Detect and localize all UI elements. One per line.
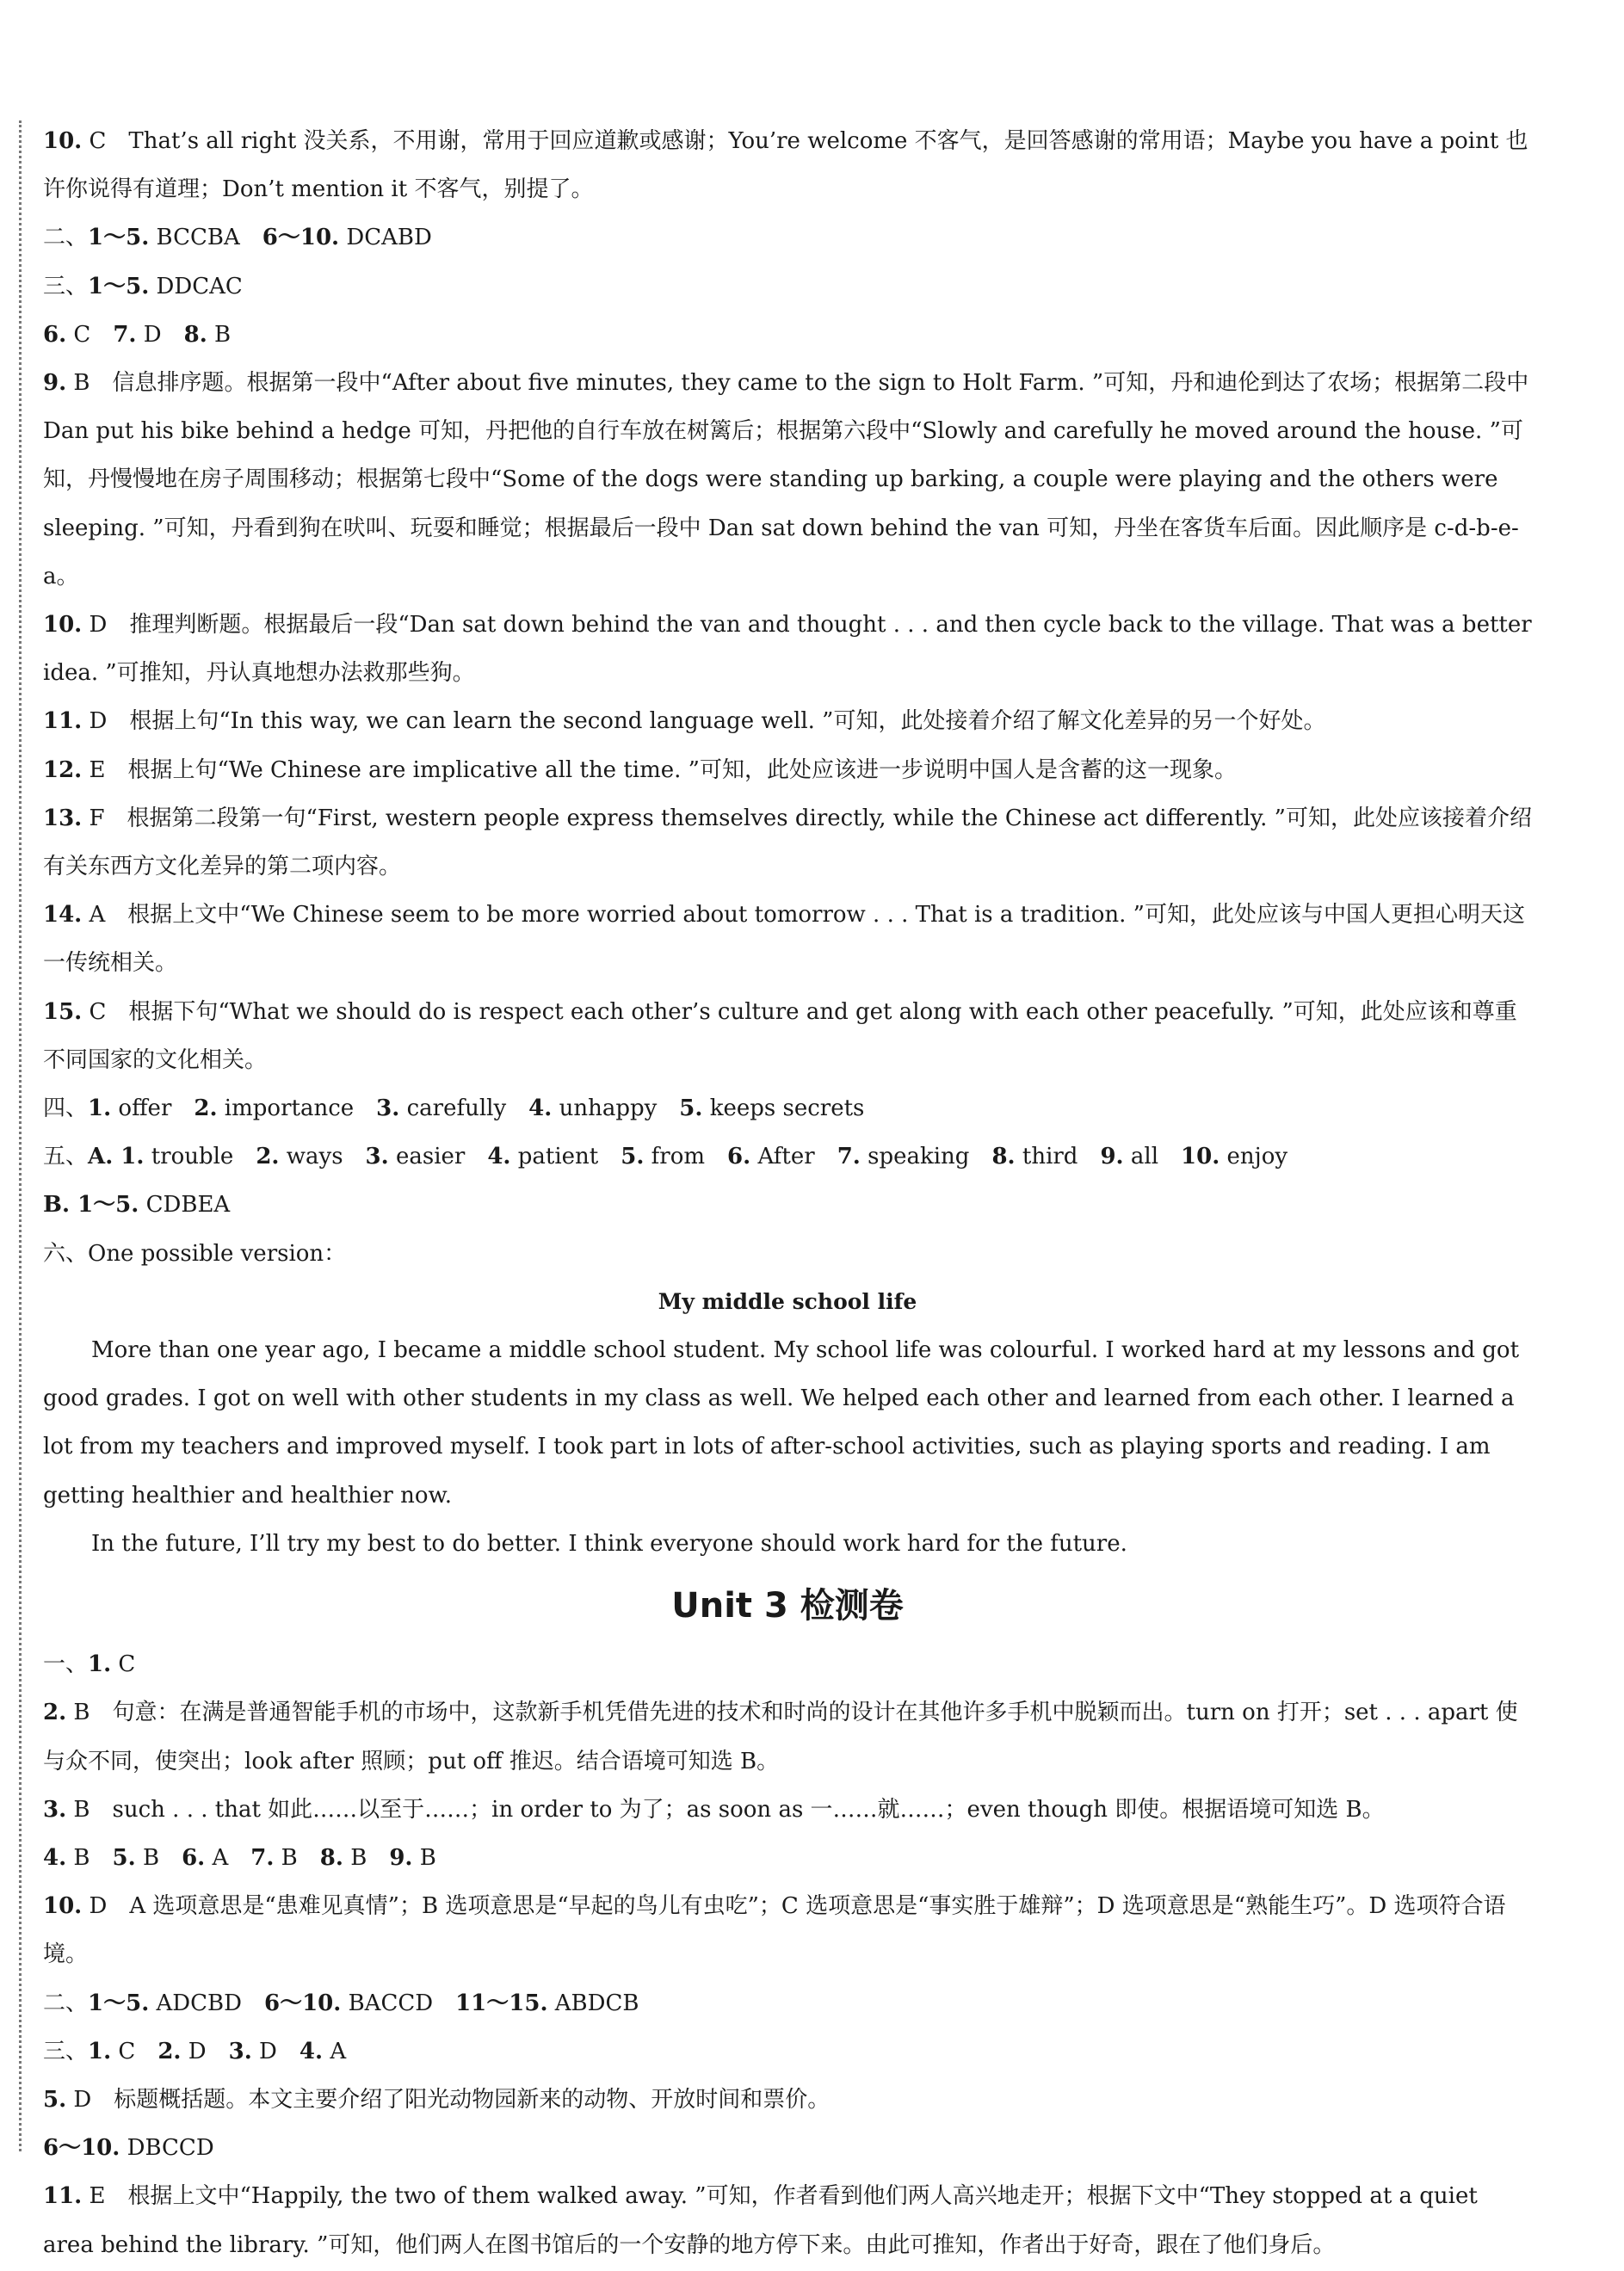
answer-line: 10. C That’s all right 没关系，不用谢，常用于回应道歉或感谢；You’re welcome 不客气，是回答感谢的常用语；Maybe you have a point 也许你说得有道理；Don’t mention it 不客气，别提了。 [43,128,1528,203]
answer-line: 2. B 句意：在满是普通智能手机的市场中，这款新手机凭借先进的技术和时尚的设计在其他许多手机中脱颖而出。turn on 打开；set . . . apart 使与众不同，使突出；look after 照顾；put off 推迟。结合语境可知选 B。 [43,1700,1518,1774]
answer-line: 二、1～5. ADCBD 6～10. BACCD 11～15. ABDCB [43,1990,639,2016]
answer-line: 10. D 推理判断题。根据最后一段“Dan sat down behind the van and thought . . . and then cycle back to the village. That was a better idea. ”可推知，丹认真地想办法救那些狗。 [43,612,1532,687]
answer-content [43,117,1532,2269]
unit-title: Unit 3 检测卷 [671,1586,904,1626]
essay-title: My middle school life [658,1288,917,1314]
answer-line: 15. C 根据下句“What we should do is respect each other’s culture and get along with each other peacefully. ”可知，此处应该和尊重不同国家的文化相关。 [43,998,1517,1073]
answer-line: 12. E 根据上句“We Chinese are implicative all the time. ”可知，此处应该进一步说明中国人是含蓄的这一现象。 [43,756,1237,783]
answer-line: 三、1～5. DDCAC [43,273,243,299]
answer-line: 三、1. C 2. D 3. D 4. A [43,2038,347,2064]
answer-line: 六、One possible version： [43,1240,347,1267]
answers-section-unit2 [43,117,1532,1278]
answer-line: 10. D A 选项意思是“患难见真情”；B 选项意思是“早起的鸟儿有虫吃”；C 选项意思是“事实胜于雄辩”；D 选项意思是“熟能生巧”。D 选项符合语境。 [43,1893,1506,1968]
answer-line: B. 1～5. CDBEA [43,1192,231,1219]
answer-line: More than one year ago, I became a middle school student. My school life was colourful. I worked hard at my lessons and got good grades. I got on well with other students in my class as well. We helped each other and learned from each other. I learned a lot from my teachers and improved myself. I took part in lots of after-school activities, such as playing sports and reading. I am getting healthier and healthier now. [43,1337,1520,1509]
answer-line: 6. C 7. D 8. B [43,321,232,348]
answer-line: 13. F 根据第二段第一句“First, western people express themselves directly, while the Chinese act differently. ”可知，此处应该接着介绍有关东西方文化差异的第二项内容。 [43,805,1532,880]
answer-line: 11. D 根据上句“In this way, we can learn the second language well. ”可知，此处接着介绍了解文化差异的另一个好处。 [43,708,1326,735]
essay-body [43,1326,1532,1568]
answer-line: In the future, I’ll try my best to do better. I think everyone should work hard for the future. [91,1530,1127,1557]
margin-dotted-line [19,120,22,2151]
answer-line: 4. B 5. B 6. A 7. B 8. B 9. B [43,1844,436,1871]
answer-line: 11. E 根据上文中“Happily, the two of them walked away. ”可知，作者看到他们两人高兴地走开；根据下文中“They stopped at a quiet area behind the library. ”可知，他们两人在图书馆后的一个安静的地方停下来。由此可推知，作者出于好奇，跟在了他们身后。 [43,2183,1478,2258]
answer-line: 5. D 标题概括题。本文主要介绍了阳光动物园新来的动物、开放时间和票价。 [43,2086,831,2113]
answer-line: 3. B such . . . that 如此……以至于……；in order to 为了；as soon as 一……就……；even though 即使。根据语境可知选 B。 [43,1796,1385,1823]
answer-line: 6～10. DBCCD [43,2135,214,2162]
answers-section-unit3 [43,1640,1532,2269]
answer-line: 9. B 信息排序题。根据第一段中“After about five minutes, they came to the sign to Holt Farm. ”可知，丹和迪伦到达了农场；根据第二段中 Dan put his bike behind a hedge 可知，丹把他的自行车放在树篱后；根据第六段中“Slowly and carefully he moved around the house. ”可知，丹慢慢地在房子周围移动；根据第七段中“Some of the dogs were standing up barking, a couple were playing and the others were sleeping. ”可知，丹看到狗在吠叫、玩耍和睡觉；根据最后一段中 Dan sat down behind the van 可知，丹坐在客货车后面。因此顺序是 c-d-b-e-a。 [43,370,1529,589]
answer-line: 四、1. offer 2. importance 3. carefully 4. unhappy 5. keeps secrets [43,1095,865,1122]
answer-line: 一、1. C [43,1651,136,1678]
answer-line: 五、A. 1. trouble 2. ways 3. easier 4. patient 5. from 6. After 7. speaking 8. third 9. all 10. enjoy [43,1144,1288,1170]
answer-line: 14. A 根据上文中“We Chinese seem to be more worried about tomorrow . . . That is a tradition. ”可知，此处应该与中国人更担心明天这一传统相关。 [43,902,1525,977]
answer-line: 二、1～5. BCCBA 6～10. DCABD [43,225,432,251]
